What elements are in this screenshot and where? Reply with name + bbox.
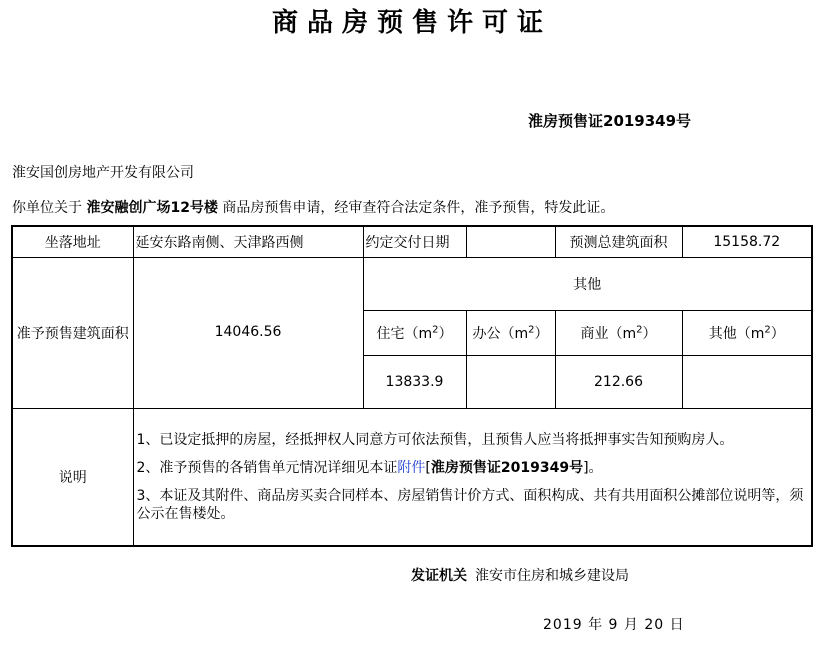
approved-area-value: 14046.56 (133, 257, 363, 408)
intro-sentence (12, 197, 614, 217)
location-value: 延安东路南侧、天津路西侧 (133, 226, 363, 257)
total-area-value: 15158.72 (682, 226, 812, 257)
issuing-authority (411, 565, 629, 585)
issuer-label: 发证机关 (411, 568, 467, 584)
certificate-number: 淮房预售证2019349号 (528, 112, 692, 130)
document-title: 商品房预售许可证 (271, 8, 552, 38)
attachment-ref: 淮房预售证2019349号 (430, 459, 584, 476)
intro-prefix: 你单位关于 (12, 200, 82, 216)
project-name: 淮安融创广场12号楼 (86, 200, 218, 216)
other-header: 其他 (363, 257, 812, 310)
permit-table (11, 225, 813, 547)
notes-label: 说明 (12, 408, 133, 546)
delivery-date-label: 约定交付日期 (363, 226, 466, 257)
attachment-link[interactable]: 附件 (397, 459, 426, 476)
location-label: 坐落地址 (12, 226, 133, 257)
note-1: 1、已设定抵押的房屋，经抵押权人同意方可依法预售，且预售人应当将抵押事实告知预购房人。 (136, 431, 734, 448)
notes-content (133, 408, 812, 546)
issue-date: 2019 年 9 月 20 日 (543, 617, 685, 633)
others-label: 其他$(m^2)$ (682, 310, 812, 355)
issuer-name: 淮安市住房和城乡建设局 (475, 568, 629, 584)
note-2: 2、准予预售的各销售单元情况详细见本证附件[淮房预售证2019349号]。 (136, 459, 603, 476)
office-label: 办公$(m^2)$ (466, 310, 555, 355)
others-value (682, 355, 812, 408)
note-3: 3、本证及其附件、商品房买卖合同样本、房屋销售计价方式、面积构成、共有共用面积公摊部位说明等，须公示在售楼处。 (136, 487, 804, 522)
delivery-date-value (466, 226, 555, 257)
applicant-company: 淮安国创房地产开发有限公司 (12, 165, 194, 181)
intro-suffix: 商品房预售申请，经审查符合法定条件，准予预售，特发此证。 (222, 200, 615, 216)
office-value (466, 355, 555, 408)
residential-value: 13833.9 (363, 355, 466, 408)
commercial-value: 212.66 (555, 355, 682, 408)
approved-area-label: 准予预售建筑面积 (12, 257, 133, 408)
total-area-label: 预测总建筑面积 (555, 226, 682, 257)
commercial-label: 商业$(m^2)$ (555, 310, 682, 355)
residential-label: 住宅$(m^2)$ (363, 310, 466, 355)
